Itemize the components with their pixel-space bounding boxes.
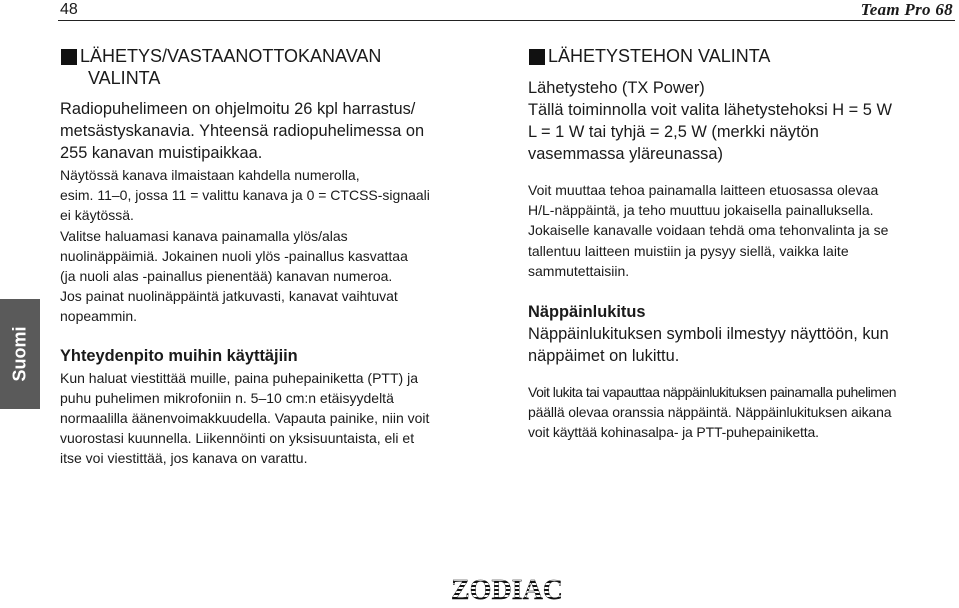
text-line: Näppäinlukituksen symboli ilmestyy näyttöön, kun bbox=[528, 325, 889, 344]
text-line: voit käyttää kohinasalpa- ja PTT-puhepainiketta. bbox=[528, 424, 819, 441]
keylock-intro bbox=[528, 323, 958, 367]
tx-power-intro bbox=[528, 99, 958, 165]
contact-body bbox=[60, 368, 490, 469]
channel-body bbox=[60, 165, 490, 327]
text-line: Jos painat nuolinäppäintä jatkuvasti, kanavat vaihtuvat bbox=[60, 288, 398, 305]
language-side-tab bbox=[0, 299, 40, 409]
text-line: Tällä toiminnolla voit valita lähetystehoksi H = 5 W bbox=[528, 101, 892, 119]
text-line: Voit lukita tai vapauttaa näppäinlukituksen painamalla puhelimen bbox=[528, 384, 897, 401]
power-section-title bbox=[528, 45, 958, 67]
text-line: L = 1 W tai tyhjä = 2,5 W (merkki näytön bbox=[528, 123, 819, 141]
channel-section-title bbox=[60, 45, 490, 89]
zodiac-logo bbox=[450, 573, 564, 606]
right-column bbox=[528, 45, 958, 443]
zodiac-logo-graphic bbox=[450, 573, 564, 606]
channel-title-line2: VALINTA bbox=[88, 68, 161, 88]
text-line: Voit muuttaa tehoa painamalla laitteen etuosassa olevaa bbox=[528, 182, 879, 198]
text-line: nuolinäppäimiä. Jokainen nuoli ylös -painallus kasvattaa bbox=[60, 247, 408, 264]
tx-power-heading: Lähetysteho (TX Power) bbox=[528, 79, 705, 97]
page-number: 48 bbox=[60, 1, 78, 18]
left-column bbox=[60, 45, 490, 469]
text-line: esim. 11–0, jossa 11 = valittu kanava ja 0 = CTCSS-signaali bbox=[60, 187, 430, 204]
text-line: Jokaiselle kanavalle voidaan tehdä oma tehonvalinta ja se bbox=[528, 222, 889, 239]
tx-power-body bbox=[528, 180, 958, 281]
channel-title-line1: LÄHETYS/VASTAANOTTOKANAVAN bbox=[80, 46, 382, 66]
text-line: normaalilla äänenvoimakkuudella. Vapauta painike, niin voit bbox=[60, 410, 430, 427]
text-line: puhu puhelimen mikrofoniin n. 5–10 cm:n etäisyydeltä bbox=[60, 389, 394, 406]
text-line: sammutettaisiin. bbox=[528, 262, 630, 279]
text-line: näppäimet on lukittu. bbox=[528, 347, 680, 366]
text-line: vuorostasi kuunnella. Liikennöinti on yksisuuntaista, eli et bbox=[60, 430, 415, 447]
channel-intro bbox=[60, 98, 490, 164]
text-line: Näytössä kanava ilmaistaan kahdella numerolla, bbox=[60, 167, 360, 183]
text-line: 255 kanavan muistipaikkaa. bbox=[60, 144, 263, 162]
text-line: Radiopuhelimeen on ohjelmoitu 26 kpl harrastus/ bbox=[60, 100, 416, 118]
text-line: (ja nuoli alas -painallus pienentää) kanavan numeroa. bbox=[60, 268, 393, 285]
text-line: tallentuu laitteen muistiin ja pysyy siellä, vaikka laite bbox=[528, 242, 849, 259]
text-line: metsästyskanavia. Yhteensä radiopuhelimessa on bbox=[60, 122, 425, 140]
section-marker-icon bbox=[61, 49, 77, 65]
power-title-text: LÄHETYSTEHON VALINTA bbox=[548, 46, 771, 66]
text-line: päällä olevaa oranssia näppäintä. Näppäinlukituksen aikana bbox=[528, 404, 892, 421]
text-line: Valitse haluamasi kanava painamalla ylös/alas bbox=[60, 227, 348, 244]
language-tab-label: Suomi bbox=[9, 326, 30, 382]
text-line: itse voi viestittää, jos kanava on varattu. bbox=[60, 450, 308, 467]
text-line: H/L-näppäintä, ja teho muuttuu jokaisella painalluksella. bbox=[528, 202, 874, 219]
text-line: nopeammin. bbox=[60, 308, 138, 325]
keylock-heading: Näppäinlukitus bbox=[528, 303, 646, 322]
text-line: ei käytössä. bbox=[60, 207, 134, 224]
text-line: vasemmassa yläreunassa) bbox=[528, 145, 723, 163]
zodiac-logo-text: ZODIAC bbox=[450, 575, 564, 606]
text-line: Kun haluat viestittää muille, paina puhepainiketta (PTT) ja bbox=[60, 369, 418, 386]
brand-title: Team Pro 68 bbox=[860, 0, 953, 19]
contact-heading: Yhteydenpito muihin käyttäjiin bbox=[60, 346, 298, 365]
keylock-body bbox=[528, 382, 958, 443]
header-rule bbox=[58, 20, 955, 21]
section-marker-icon bbox=[529, 49, 545, 65]
